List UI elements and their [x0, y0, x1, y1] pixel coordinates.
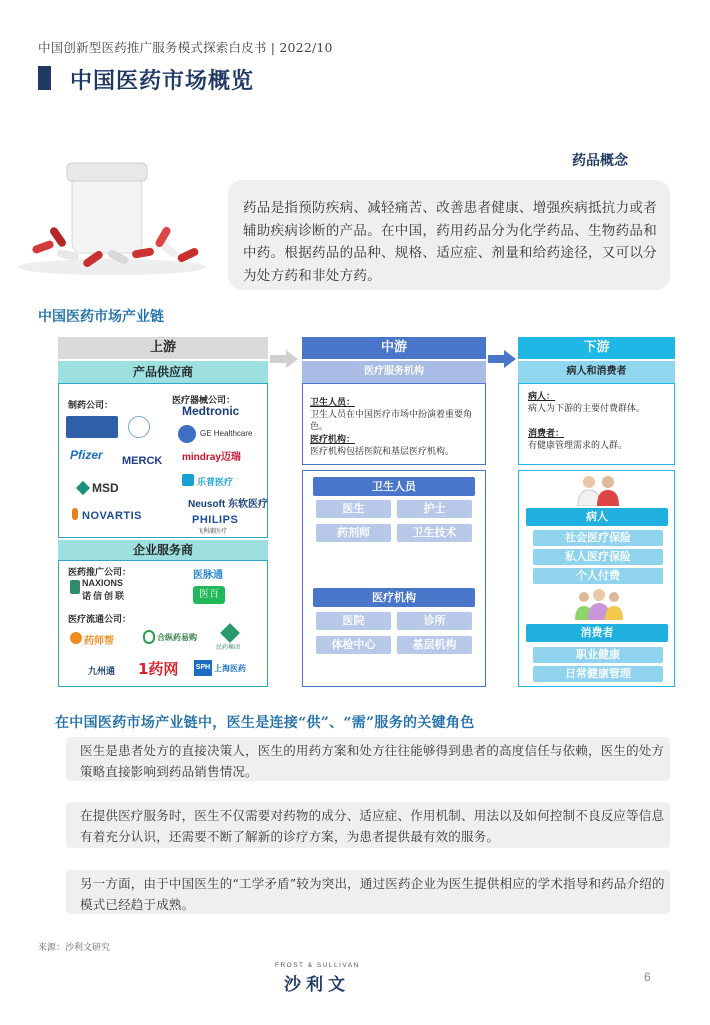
yaoshibang-logo: 药师帮: [84, 636, 114, 647]
device-label: 医疗器械公司：: [172, 396, 236, 406]
upstream-header: 上游: [58, 337, 268, 359]
inst-item: 体检中心: [316, 636, 391, 654]
philips-cn-logo: 飞利浦医疗: [197, 528, 228, 535]
naxions-icon: [70, 580, 80, 594]
neusoft-logo: Neusoft 东软医疗: [188, 499, 268, 510]
page-number: 6: [644, 970, 651, 984]
philips-logo: PHILIPS: [192, 514, 239, 526]
sph-icon: SPH: [194, 660, 212, 676]
inst-item: 医院: [316, 612, 391, 630]
patient-item: 社会医疗保险: [533, 530, 663, 546]
concept-heading: 药品概念: [572, 153, 628, 169]
arrow-right-icon: [488, 350, 516, 368]
nuoxin-logo: 诺信创联: [82, 592, 127, 602]
key-role-heading: 在中国医药市场产业链中，医生是连接“供”、“需”服务的关键角色: [55, 715, 475, 731]
novartis-logo: NOVARTIS: [82, 510, 143, 522]
promo-label: 医药推广公司：: [68, 568, 132, 578]
downstream-subheader: 病人和消费者: [518, 361, 675, 383]
chain-heading: 中国医药市场产业链: [38, 309, 164, 325]
patient-item: 私人医疗保险: [533, 549, 663, 565]
inst-item: 基层机构: [397, 636, 472, 654]
staff-def-title: 卫生人员：: [310, 398, 356, 408]
supplier-subheader: 产品供应商: [58, 361, 268, 383]
service-subheader: 企业服务商: [58, 540, 268, 560]
hezong-logo: 合纵药易购: [157, 633, 197, 642]
pharma-logo-badge: [66, 416, 118, 438]
msd-logo: MSD: [92, 481, 119, 495]
hezong-icon: [143, 630, 155, 644]
merck-logo: MERCK: [122, 455, 163, 467]
inst-group-title: 医疗机构: [313, 588, 475, 607]
lepu-logo: 乐普医疗: [197, 477, 234, 487]
yimaitong-logo: 医脉通: [193, 570, 223, 581]
staff-item: 护士: [397, 500, 472, 518]
arrow-right-icon: [270, 350, 298, 368]
1yaowang-logo: 1药网: [138, 660, 179, 678]
patient-people-icon: [574, 474, 624, 506]
staff-item: 医生: [316, 500, 391, 518]
pill-bottle-illustration: [12, 155, 212, 277]
novartis-icon: [72, 508, 78, 520]
paragraph-text: 另一方面，由于中国医生的“工学矛盾”较为突出，通过医药企业为医生提供相应的学术指导和药品介绍的模式已经趋于成熟。: [80, 876, 665, 912]
jiuzhoutong-logo: 九州通: [88, 667, 116, 677]
consumer-def-title: 消费者：: [528, 429, 565, 439]
yibai-logo: 医百: [193, 586, 225, 604]
sph-logo: 上海医药: [214, 664, 246, 673]
downstream-header: 下游: [518, 337, 675, 359]
mindray-logo: mindray迈瑞: [182, 452, 241, 463]
consumer-group-title: 消费者: [526, 624, 668, 642]
paragraph-text: 医生是患者处方的直接决策人，医生的用药方案和处方往往能够得到患者的高度信任与依赖，医生的处方策略直接影响到药品销售情况。: [80, 743, 665, 779]
consumer-def-text: 有健康管理需求的人群。: [528, 441, 628, 451]
midstream-header: 中游: [302, 337, 486, 359]
page-title: 中国医药市场概览: [70, 68, 255, 94]
inst-def-text: 医疗机构包括医院和基层医疗机构。: [310, 447, 455, 457]
staff-item: 药剂师: [316, 524, 391, 542]
consumer-item: 职业健康: [533, 647, 663, 663]
staff-def-text: 卫生人员在中国医疗市场中扮演着重要角色。: [310, 410, 473, 432]
yaoshibang-icon: [70, 632, 82, 644]
title-accent-bar: [38, 66, 51, 90]
medtronic-logo: Medtronic: [182, 404, 240, 418]
bayer-logo: [128, 416, 150, 438]
concept-text: 药品是指预防疾病、减轻痛苦、改善患者健康、增强疾病抵抗力或者辅助疾病诊断的产品。在中国，药用药品分为化学药品、生物药品和中药。根据药品的品种、规格、适应症、剂量和给药途径，又可以分为处方药和非处方药。: [243, 200, 657, 284]
brand-english: FROST & SULLIVAN: [275, 962, 360, 969]
patient-def-title: 病人：: [528, 392, 556, 402]
staff-group-title: 卫生人员: [313, 477, 475, 496]
report-title: 中国创新型医药推广服务模式探索白皮书 | 2022/10: [38, 40, 333, 55]
brand-logo: 沙利文: [284, 975, 350, 995]
source-note: 来源：沙利文研究: [38, 943, 111, 953]
patient-def-text: 病人为下游的主要付费群体。: [528, 404, 646, 414]
paragraph-text: 在提供医疗服务时，医生不仅需要对药物的成分、适应症、作用机制、用法以及如何控制不良反应等信息有着充分认识，还需要不断了解新的诊疗方案，为患者提供最有效的服务。: [80, 808, 665, 844]
naxions-logo: NAXIONS: [82, 578, 124, 588]
consumer-item: 日常健康管理: [533, 666, 663, 682]
ge-icon: [178, 425, 196, 443]
circulation-label: 医疗流通公司：: [68, 615, 132, 625]
pfizer-logo: Pfizer: [70, 448, 103, 462]
patient-group-title: 病人: [526, 508, 668, 526]
lepu-icon: [182, 474, 194, 486]
staff-item: 卫生技术: [397, 524, 472, 542]
patient-item: 个人付费: [533, 568, 663, 584]
consumer-people-icon: [572, 588, 626, 620]
ge-healthcare-logo: GE Healthcare: [200, 429, 253, 438]
inst-item: 诊所: [397, 612, 472, 630]
minyao-logo: 民药集团: [216, 644, 241, 651]
inst-def-title: 医疗机构：: [310, 435, 356, 445]
pharma-label: 制药公司：: [68, 401, 114, 411]
midstream-subheader: 医疗服务机构: [302, 361, 486, 383]
